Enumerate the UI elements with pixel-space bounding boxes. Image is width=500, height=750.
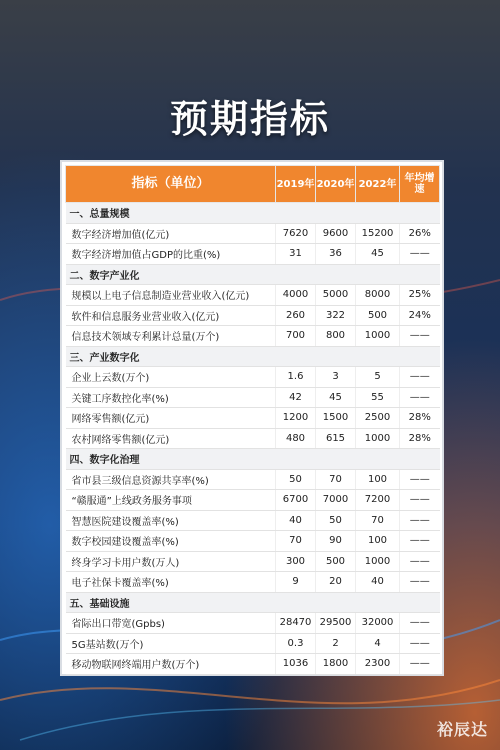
cell-growth: 24% [400,305,440,326]
cell-2020: 29500 [316,613,356,634]
table-row [66,531,440,552]
cell-2019: 50 [276,469,316,490]
row-label: 农村网络零售额(亿元) [66,428,276,449]
row-label: 信息技术领域专利累计总量(万个) [66,326,276,347]
table-header-row [66,166,440,203]
header-2022: 2022年 [356,166,400,203]
cell-2019: 70 [276,531,316,552]
table-row [66,305,440,326]
cell-2019: 7620 [276,223,316,244]
cell-growth: —— [400,572,440,593]
cell-growth: 28% [400,408,440,429]
cell-2022: 1000 [356,551,400,572]
watermark: 裕辰达 [436,720,488,739]
cell-2020: 70 [316,469,356,490]
section-label: 三、产业数字化 [66,346,440,367]
cell-growth: 28% [400,428,440,449]
table-row [66,387,440,408]
cell-2020: 36 [316,244,356,265]
cell-2020: 1500 [316,408,356,429]
header-2019: 2019年 [276,166,316,203]
cell-2019: 42 [276,387,316,408]
row-label: 数字经济增加值占GDP的比重(%) [66,244,276,265]
table-row [66,490,440,511]
table-row [66,428,440,449]
cell-growth: —— [400,244,440,265]
table-row [66,326,440,347]
page-title: 预期指标 [169,97,330,141]
cell-2020: 1800 [316,654,356,675]
cell-2020: 50 [316,510,356,531]
table-row [66,551,440,572]
table-row [66,613,440,634]
row-label: 软件和信息服务业营业收入(亿元) [66,305,276,326]
section-row [66,346,440,367]
table-row [66,654,440,675]
cell-2022: 2500 [356,408,400,429]
cell-2022: 5 [356,367,400,388]
table-row [66,469,440,490]
table-row [66,633,440,654]
cell-2020: 5000 [316,285,356,306]
cell-2020: 7000 [316,490,356,511]
cell-2019: 480 [276,428,316,449]
header-indicator: 指标（单位） [66,166,276,203]
row-label: “赣服通”上线政务服务事项 [66,490,276,511]
cell-2019: 9 [276,572,316,593]
cell-growth: —— [400,469,440,490]
section-label: 二、数字产业化 [66,264,440,285]
cell-growth: —— [400,387,440,408]
cell-2022: 7200 [356,490,400,511]
cell-2020: 500 [316,551,356,572]
cell-2022: 100 [356,531,400,552]
cell-2020: 3 [316,367,356,388]
section-row [66,203,440,224]
cell-2022: 500 [356,305,400,326]
row-label: 5G基站数(万个) [66,633,276,654]
cell-2022: 2300 [356,654,400,675]
cell-2022: 1000 [356,326,400,347]
cell-2020: 2 [316,633,356,654]
cell-2019: 4000 [276,285,316,306]
table-row [66,223,440,244]
row-label: 电子社保卡覆盖率(%) [66,572,276,593]
row-label: 网络零售额(亿元) [66,408,276,429]
cell-2020: 45 [316,387,356,408]
cell-2019: 28470 [276,613,316,634]
row-label: 省市县三级信息资源共享率(%) [66,469,276,490]
row-label: 数字校园建设覆盖率(%) [66,531,276,552]
cell-growth: —— [400,551,440,572]
section-row [66,264,440,285]
cell-2022: 100 [356,469,400,490]
header-growth: 年均增速 [400,166,440,203]
cell-2020: 615 [316,428,356,449]
cell-2019: 0.3 [276,633,316,654]
cell-2022: 4 [356,633,400,654]
indicator-table [65,165,440,675]
row-label: 终身学习卡用户数(万人) [66,551,276,572]
cell-growth: —— [400,613,440,634]
cell-2020: 322 [316,305,356,326]
cell-2022: 45 [356,244,400,265]
cell-2019: 31 [276,244,316,265]
cell-2020: 9600 [316,223,356,244]
cell-2022: 8000 [356,285,400,306]
cell-2022: 55 [356,387,400,408]
table-row [66,244,440,265]
row-label: 移动物联网终端用户数(万个) [66,654,276,675]
section-label: 一、总量规模 [66,203,440,224]
section-row [66,449,440,470]
cell-growth: —— [400,326,440,347]
cell-2019: 700 [276,326,316,347]
table-body [66,203,440,675]
cell-2019: 1.6 [276,367,316,388]
cell-2022: 1000 [356,428,400,449]
cell-growth: —— [400,633,440,654]
cell-2019: 260 [276,305,316,326]
cell-growth: —— [400,367,440,388]
section-label: 四、数字化治理 [66,449,440,470]
cell-2020: 20 [316,572,356,593]
cell-2019: 300 [276,551,316,572]
indicator-table-card [60,160,444,676]
section-row [66,592,440,613]
row-label: 智慧医院建设覆盖率(%) [66,510,276,531]
cell-2019: 40 [276,510,316,531]
cell-2020: 800 [316,326,356,347]
table-row [66,367,440,388]
cell-growth: 25% [400,285,440,306]
row-label: 企业上云数(万个) [66,367,276,388]
row-label: 省际出口带宽(Gpbs) [66,613,276,634]
row-label: 数字经济增加值(亿元) [66,223,276,244]
row-label: 规模以上电子信息制造业营业收入(亿元) [66,285,276,306]
cell-2020: 90 [316,531,356,552]
table-row [66,510,440,531]
cell-2022: 70 [356,510,400,531]
table-row [66,408,440,429]
table-row [66,285,440,306]
cell-growth: —— [400,531,440,552]
cell-growth: 26% [400,223,440,244]
cell-2019: 1036 [276,654,316,675]
row-label: 关键工序数控化率(%) [66,387,276,408]
cell-2022: 40 [356,572,400,593]
cell-growth: —— [400,510,440,531]
cell-2019: 1200 [276,408,316,429]
cell-2019: 6700 [276,490,316,511]
table-row [66,572,440,593]
cell-growth: —— [400,654,440,675]
section-label: 五、基础设施 [66,592,440,613]
cell-2022: 15200 [356,223,400,244]
header-2020: 2020年 [316,166,356,203]
cell-2022: 32000 [356,613,400,634]
cell-growth: —— [400,490,440,511]
